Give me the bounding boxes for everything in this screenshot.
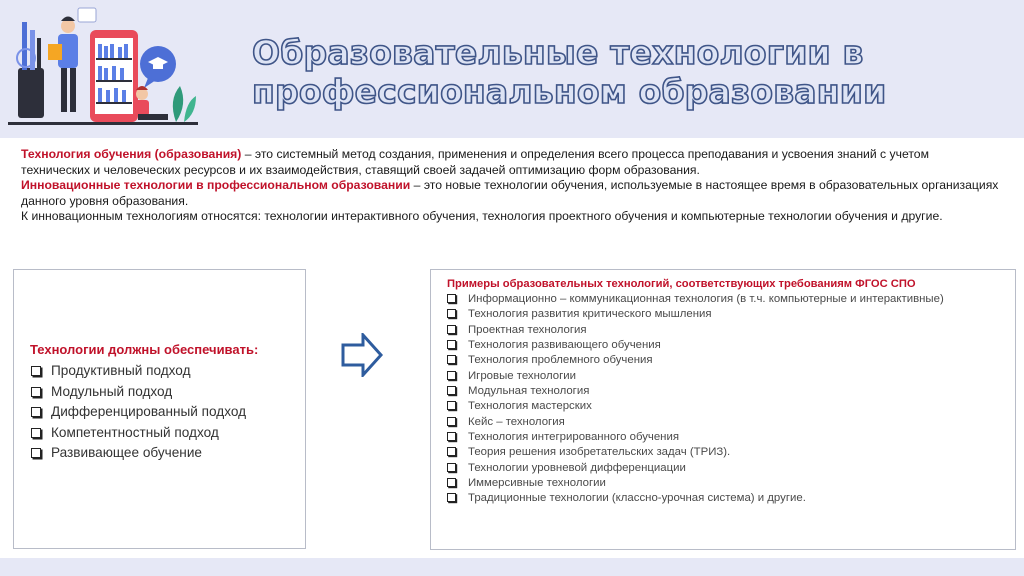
- checkbox-bullet-icon: [447, 478, 456, 487]
- checkbox-bullet-icon: [31, 387, 41, 397]
- list-item: Игровые технологии: [447, 369, 944, 384]
- list-item: Технология интегрированного обучения: [447, 430, 944, 445]
- list-item: Продуктивный подход: [31, 361, 246, 382]
- list-item: Технология мастерских: [447, 399, 944, 414]
- title-line-1: Образовательные технологии в: [252, 33, 864, 72]
- checkbox-bullet-icon: [447, 294, 456, 303]
- checkbox-bullet-icon: [447, 325, 456, 334]
- list-item: Развивающее обучение: [31, 443, 246, 464]
- right-arrow-icon: [341, 333, 383, 377]
- list-item: Модульный подход: [31, 382, 246, 403]
- intro-paragraph-1: [21, 147, 1001, 178]
- checkbox-bullet-icon: [31, 448, 41, 458]
- checkbox-bullet-icon: [447, 417, 456, 426]
- definition-innovative-technologies: – это новые технологии обучения, используемые в настоящее время в образовательных организациях данного уровня образования.: [21, 178, 999, 208]
- list-item: Технологии уровневой дифференциации: [447, 461, 944, 476]
- checkbox-bullet-icon: [447, 371, 456, 380]
- title-line-2: профессиональном образовании: [252, 72, 887, 111]
- definition-learning-technology: – это системный метод создания, применения и определения всего процесса преподавания и усвоения знаний с учетом технических и человеческих ресурсов и их взаимодействия, ставящий своей задачей оптимизацию форм образования.: [21, 147, 929, 177]
- intro-paragraph-3: К инновационным технологиям относятся: технологии интерактивного обучения, технология проектного обучения и компьютерные технологии обучения и другие.: [21, 209, 943, 224]
- checkbox-bullet-icon: [447, 463, 456, 472]
- checkbox-bullet-icon: [447, 493, 456, 502]
- checkbox-bullet-icon: [447, 309, 456, 318]
- education-illustration: [8, 4, 198, 130]
- footer-band: [0, 558, 1024, 576]
- checkbox-bullet-icon: [447, 340, 456, 349]
- list-item: Кейс – технология: [447, 415, 944, 430]
- checkbox-bullet-icon: [31, 428, 41, 438]
- list-item: Дифференцированный подход: [31, 402, 246, 423]
- checkbox-bullet-icon: [31, 407, 41, 417]
- list-item: Иммерсивные технологии: [447, 476, 944, 491]
- examples-title: Примеры образовательных технологий, соответствующих требованиям ФГОС СПО: [447, 278, 916, 290]
- requirements-title: Технологии должны обеспечивать:: [30, 342, 259, 357]
- checkbox-bullet-icon: [447, 386, 456, 395]
- intro-paragraph-2: [21, 178, 1001, 209]
- checkbox-bullet-icon: [31, 366, 41, 376]
- requirements-list: [31, 361, 246, 464]
- list-item: Теория решения изобретательских задач (ТРИЗ).: [447, 445, 944, 460]
- examples-list: [447, 292, 944, 507]
- checkbox-bullet-icon: [447, 355, 456, 364]
- checkbox-bullet-icon: [447, 401, 456, 410]
- checkbox-bullet-icon: [447, 447, 456, 456]
- list-item: Компетентностный подход: [31, 423, 246, 444]
- list-item: Информационно – коммуникационная технология (в т.ч. компьютерные и интерактивные): [447, 292, 944, 307]
- list-item: Проектная технология: [447, 323, 944, 338]
- list-item: Технология проблемного обучения: [447, 353, 944, 368]
- list-item: Технология развития критического мышления: [447, 307, 944, 322]
- checkbox-bullet-icon: [447, 432, 456, 441]
- intro-text: [21, 147, 1001, 225]
- term-learning-technology: Технология обучения (образования): [21, 147, 242, 161]
- list-item: Технология развивающего обучения: [447, 338, 944, 353]
- page-title: [252, 33, 952, 111]
- list-item: Традиционные технологии (классно-урочная система) и другие.: [447, 491, 944, 506]
- term-innovative-technologies: Инновационные технологии в профессиональном образовании: [21, 178, 411, 193]
- list-item: Модульная технология: [447, 384, 944, 399]
